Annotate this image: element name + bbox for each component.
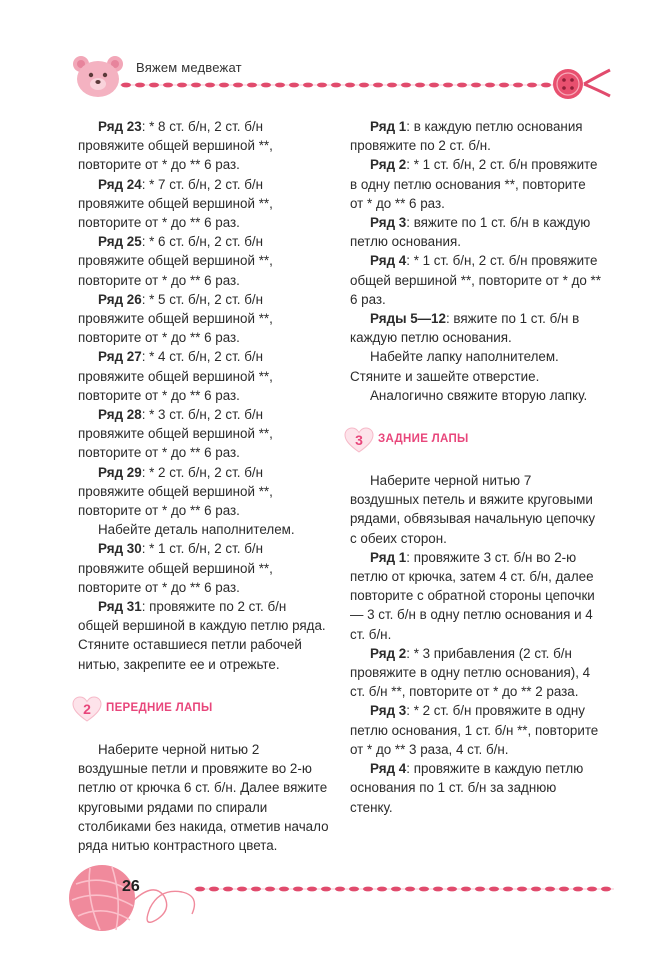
- section-title: ЗАДНИЕ ЛАПЫ: [378, 433, 469, 446]
- left-column: [78, 117, 330, 855]
- bear-face-icon: [70, 52, 130, 102]
- section-heading-front-paws: [72, 696, 330, 722]
- heart-icon: [344, 427, 374, 453]
- running-title: Вяжем медвежат: [136, 60, 242, 75]
- heart-icon: [72, 696, 102, 722]
- row-paragraph: Ряд 1: в каждую петлю основания провяжите по 2 ст. б/н.: [350, 119, 583, 154]
- row-paragraph: Ряд 29: * 2 ст. б/н, 2 ст. б/н провяжите общей вершиной **, повторите от * до ** 6 раз.: [78, 464, 273, 519]
- row-paragraph: Ряд 27: * 4 ст. б/н, 2 ст. б/н провяжите общей вершиной **, повторите от * до ** 6 раз.: [78, 349, 273, 403]
- page-header: [70, 52, 615, 102]
- instruction-paragraph: Наберите черной нитью 2 воздушные петли и провяжите во 2-ю петлю от крючка 6 ст. б/н. Далее вяжите круговыми рядами по спирали столбиками без накида, отметив начало ряда нитью контрастного цвета.: [78, 741, 329, 853]
- section-title: ПЕРЕДНИЕ ЛАПЫ: [106, 702, 213, 715]
- page-number: 26: [122, 878, 140, 895]
- row-paragraph: Ряд 25: * 6 ст. б/н, 2 ст. б/н провяжите общей вершиной **, повторите от * до ** 6 раз.: [78, 234, 273, 288]
- row-paragraph: Ряд 26: * 5 ст. б/н, 2 ст. б/н провяжите общей вершиной **, повторите от * до ** 6 раз.: [78, 291, 273, 346]
- row-paragraph: Ряд 31: провяжите по 2 ст. б/н общей вершиной в каждую петлю ряда. Стяните оставшиеся петли рабочей нитью, закрепите ее и отрежьте.: [78, 599, 326, 672]
- row-paragraph: Ряд 3: * 2 ст. б/н провяжите в одну петлю основания, 1 ст. б/н **, повторите от * до ** 3 раза, 4 ст. б/н.: [350, 703, 599, 757]
- row-paragraph: Ряд 2: * 3 прибавления (2 ст. б/н провяжите в одну петлю основания), 4 ст. б/н **, повторите от * до ** 2 раза.: [350, 645, 591, 700]
- instruction-paragraph: Аналогично свяжите вторую лапку.: [370, 387, 588, 403]
- section-heading-hind-paws: [344, 427, 602, 453]
- row-paragraph: Ряд 3: вяжите по 1 ст. б/н в каждую петлю основания.: [350, 215, 591, 250]
- row-paragraph: Ряд 30: * 1 ст. б/н, 2 ст. б/н провяжите общей вершиной **, повторите от * до ** 6 раз.: [78, 541, 273, 595]
- instruction-paragraph: Набейте деталь наполнителем.: [98, 522, 295, 538]
- row-paragraph: Ряд 23: * 8 ст. б/н, 2 ст. б/н провяжите общей вершиной **, повторите от * до ** 6 раз.: [78, 119, 273, 173]
- row-paragraph: Ряд 24: * 7 ст. б/н, 2 ст. б/н провяжите общей вершиной **, повторите от * до ** 6 раз.: [78, 176, 273, 231]
- row-paragraph: Ряд 4: провяжите в каждую петлю основания по 1 ст. б/н за заднюю стенку.: [350, 761, 584, 815]
- row-paragraph: Ряд 1: провяжите 3 ст. б/н во 2-ю петлю от крючка, затем 4 ст. б/н, далее повторите с обратной стороны цепочки — 3 ст. б/н в одну петлю основания и 4 ст. б/н.: [350, 549, 595, 642]
- button-icon: [548, 66, 612, 102]
- row-paragraph: Ряды 5—12: вяжите по 1 ст. б/н в каждую петлю основания.: [350, 311, 580, 346]
- row-paragraph: Ряд 4: * 1 ст. б/н, 2 ст. б/н провяжите общей вершиной **, повторите от * до ** 6 раз.: [350, 253, 601, 307]
- footer-stitch-line: [194, 882, 614, 896]
- instruction-paragraph: Наберите черной нитью 7 воздушных петель и вяжите круговыми рядами, обвязывая начальную цепочку с обеих сторон.: [350, 473, 596, 546]
- page-footer: [60, 838, 620, 948]
- section-number: 3: [355, 432, 363, 449]
- instruction-paragraph: Набейте лапку наполнителем. Стяните и зашейте отверстие.: [350, 349, 559, 384]
- section-number: 2: [83, 700, 91, 717]
- header-stitch-line: [120, 78, 560, 92]
- row-paragraph: Ряд 28: * 3 ст. б/н, 2 ст. б/н провяжите общей вершиной **, повторите от * до ** 6 раз.: [78, 407, 273, 461]
- right-column: [350, 117, 602, 817]
- row-paragraph: Ряд 2: * 1 ст. б/н, 2 ст. б/н провяжите в одну петлю основания **, повторите от * до ** 6 раз.: [350, 157, 598, 211]
